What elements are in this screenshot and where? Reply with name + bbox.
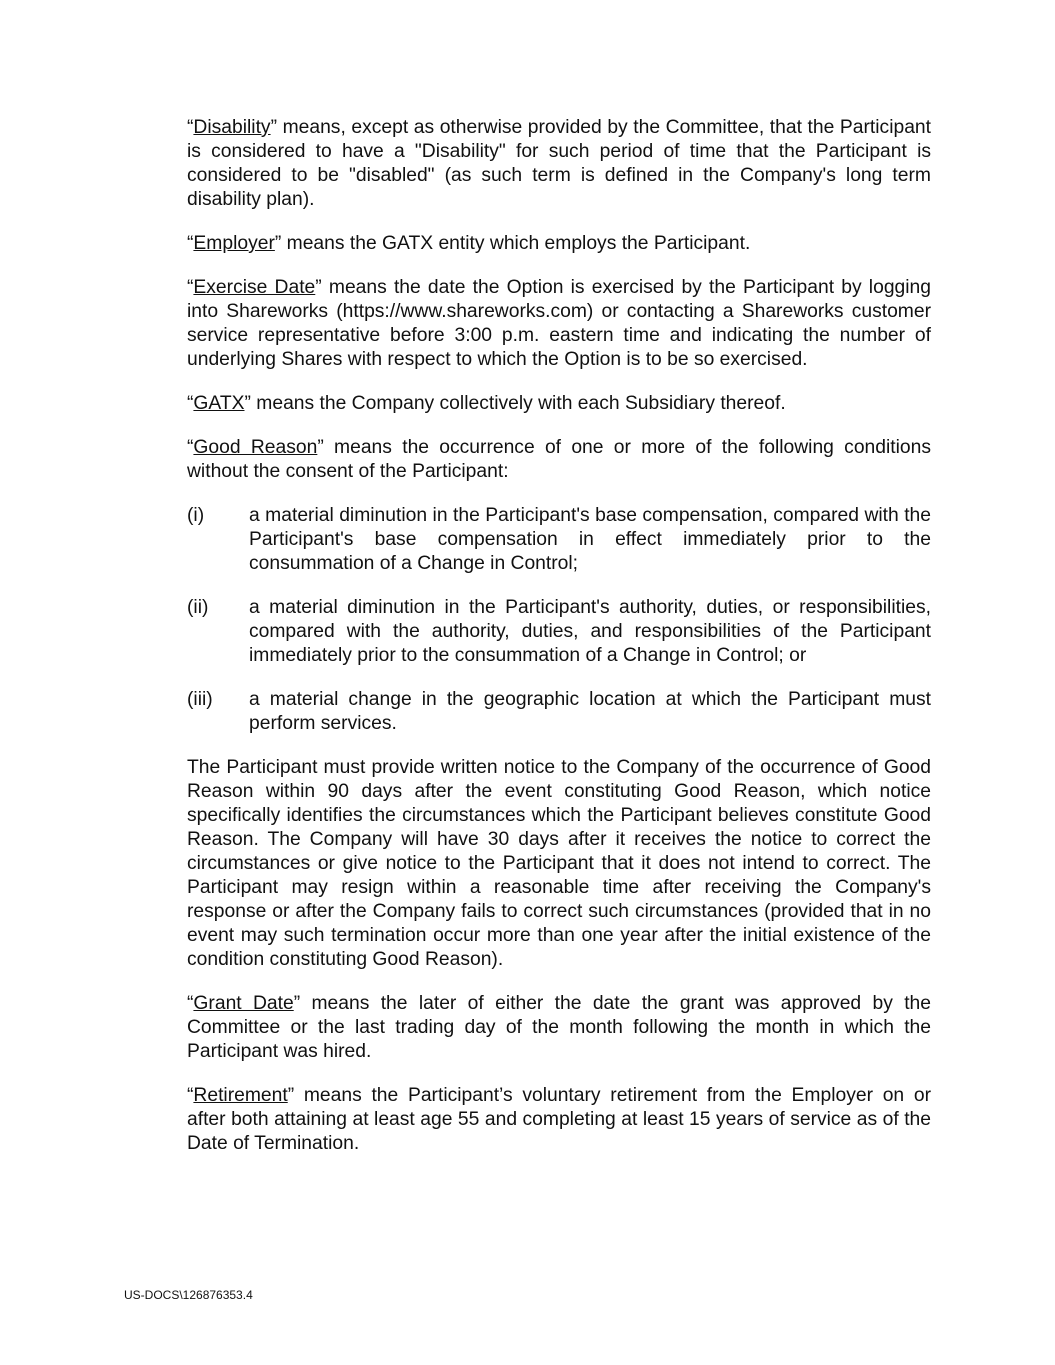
- good-reason-notice-paragraph: The Participant must provide written notice to the Company of the occurrence of Good Reason within 90 days after the event constituting Good Reason, which notice specifically identifies the circumstances which the Participant believes constitute Good Reason. The Company will have 30 days after it receives the notice to correct the circumstances or give notice to the Participant that it does not intend to correct. The Participant may resign within a reasonable time after receiving the Company's response or after the Company fails to correct such circumstances (provided that in no event may such termination occur more than one year after the initial existence of the condition constituting Good Reason).: [187, 757, 931, 970]
- open-quote: “: [187, 437, 194, 458]
- good-reason-condition-iii: [187, 688, 931, 736]
- defined-term: Good Reason: [193, 437, 318, 458]
- good-reason-condition-ii: [187, 596, 931, 668]
- defined-term: Exercise Date: [193, 277, 316, 298]
- close-quote: ”: [270, 117, 277, 138]
- close-quote: ”: [315, 277, 322, 298]
- definition-employer: [187, 232, 931, 256]
- definition-text: means the date the Option is exercised by the Participant by logging into Shareworks (https://www.shareworks.com) or contacting a Shareworks customer service representative before 3:00 p.m. eastern time and indicating the number of underlying Shares with respect to which the Option is to be so exercised.: [187, 277, 931, 370]
- close-quote: ”: [287, 1085, 295, 1106]
- list-number: (ii): [187, 597, 209, 618]
- defined-term: Grant Date: [193, 993, 294, 1014]
- document-id-footer: US-DOCS\126876353.4: [124, 1288, 253, 1302]
- definition-grant-date: [187, 992, 931, 1064]
- close-quote: ”: [274, 233, 282, 254]
- definition-exercise-date: [187, 276, 931, 372]
- defined-term: GATX: [193, 393, 245, 414]
- document-body: [187, 116, 931, 1176]
- defined-term: Employer: [193, 233, 275, 254]
- list-number: (iii): [187, 689, 213, 710]
- list-text: a material change in the geographic location at which the Participant must perform services.: [249, 689, 931, 734]
- open-quote: “: [187, 277, 194, 298]
- good-reason-condition-i: [187, 504, 931, 576]
- list-text: a material diminution in the Participant's base compensation, compared with the Participant's base compensation in effect immediately prior to the consummation of a Change in Control;: [249, 505, 931, 574]
- definition-good-reason: [187, 436, 931, 484]
- definition-text: means the later of either the date the grant was approved by the Committee or the last trading day of the month following the month in which the Participant was hired.: [187, 993, 931, 1062]
- list-number: (i): [187, 505, 205, 526]
- definition-text: means the occurrence of one or more of the following conditions without the consent of the Participant:: [187, 437, 932, 482]
- open-quote: “: [187, 993, 194, 1014]
- open-quote: “: [187, 1085, 194, 1106]
- close-quote: ”: [244, 393, 251, 414]
- definition-text: means the Participant’s voluntary retirement from the Employer on or after both attaining at least age 55 and completing at least 15 years of service as of the Date of Termination.: [187, 1085, 931, 1154]
- open-quote: “: [187, 117, 194, 138]
- definition-text: means the Company collectively with each Subsidiary thereof.: [250, 393, 786, 414]
- close-quote: ”: [317, 437, 324, 458]
- definition-retirement: [187, 1084, 931, 1156]
- close-quote: ”: [293, 993, 301, 1014]
- list-text: a material diminution in the Participant's authority, duties, or responsibilities, compared with the authority, duties, and responsibilities of the Participant immediately prior to the consummation of a Change in Control; or: [249, 597, 931, 666]
- defined-term: Disability: [193, 117, 271, 138]
- definition-gatx: [187, 392, 931, 416]
- defined-term: Retirement: [193, 1085, 288, 1106]
- open-quote: “: [187, 233, 194, 254]
- definition-text: means, except as otherwise provided by the Committee, that the Participant is considered to have a "Disability" for such period of time that the Participant is considered to be "disabled" (as such term is defined in the Company's long term disability plan).: [187, 117, 931, 210]
- open-quote: “: [187, 393, 194, 414]
- definition-disability: [187, 116, 931, 212]
- definition-text: means the GATX entity which employs the Participant.: [281, 233, 751, 254]
